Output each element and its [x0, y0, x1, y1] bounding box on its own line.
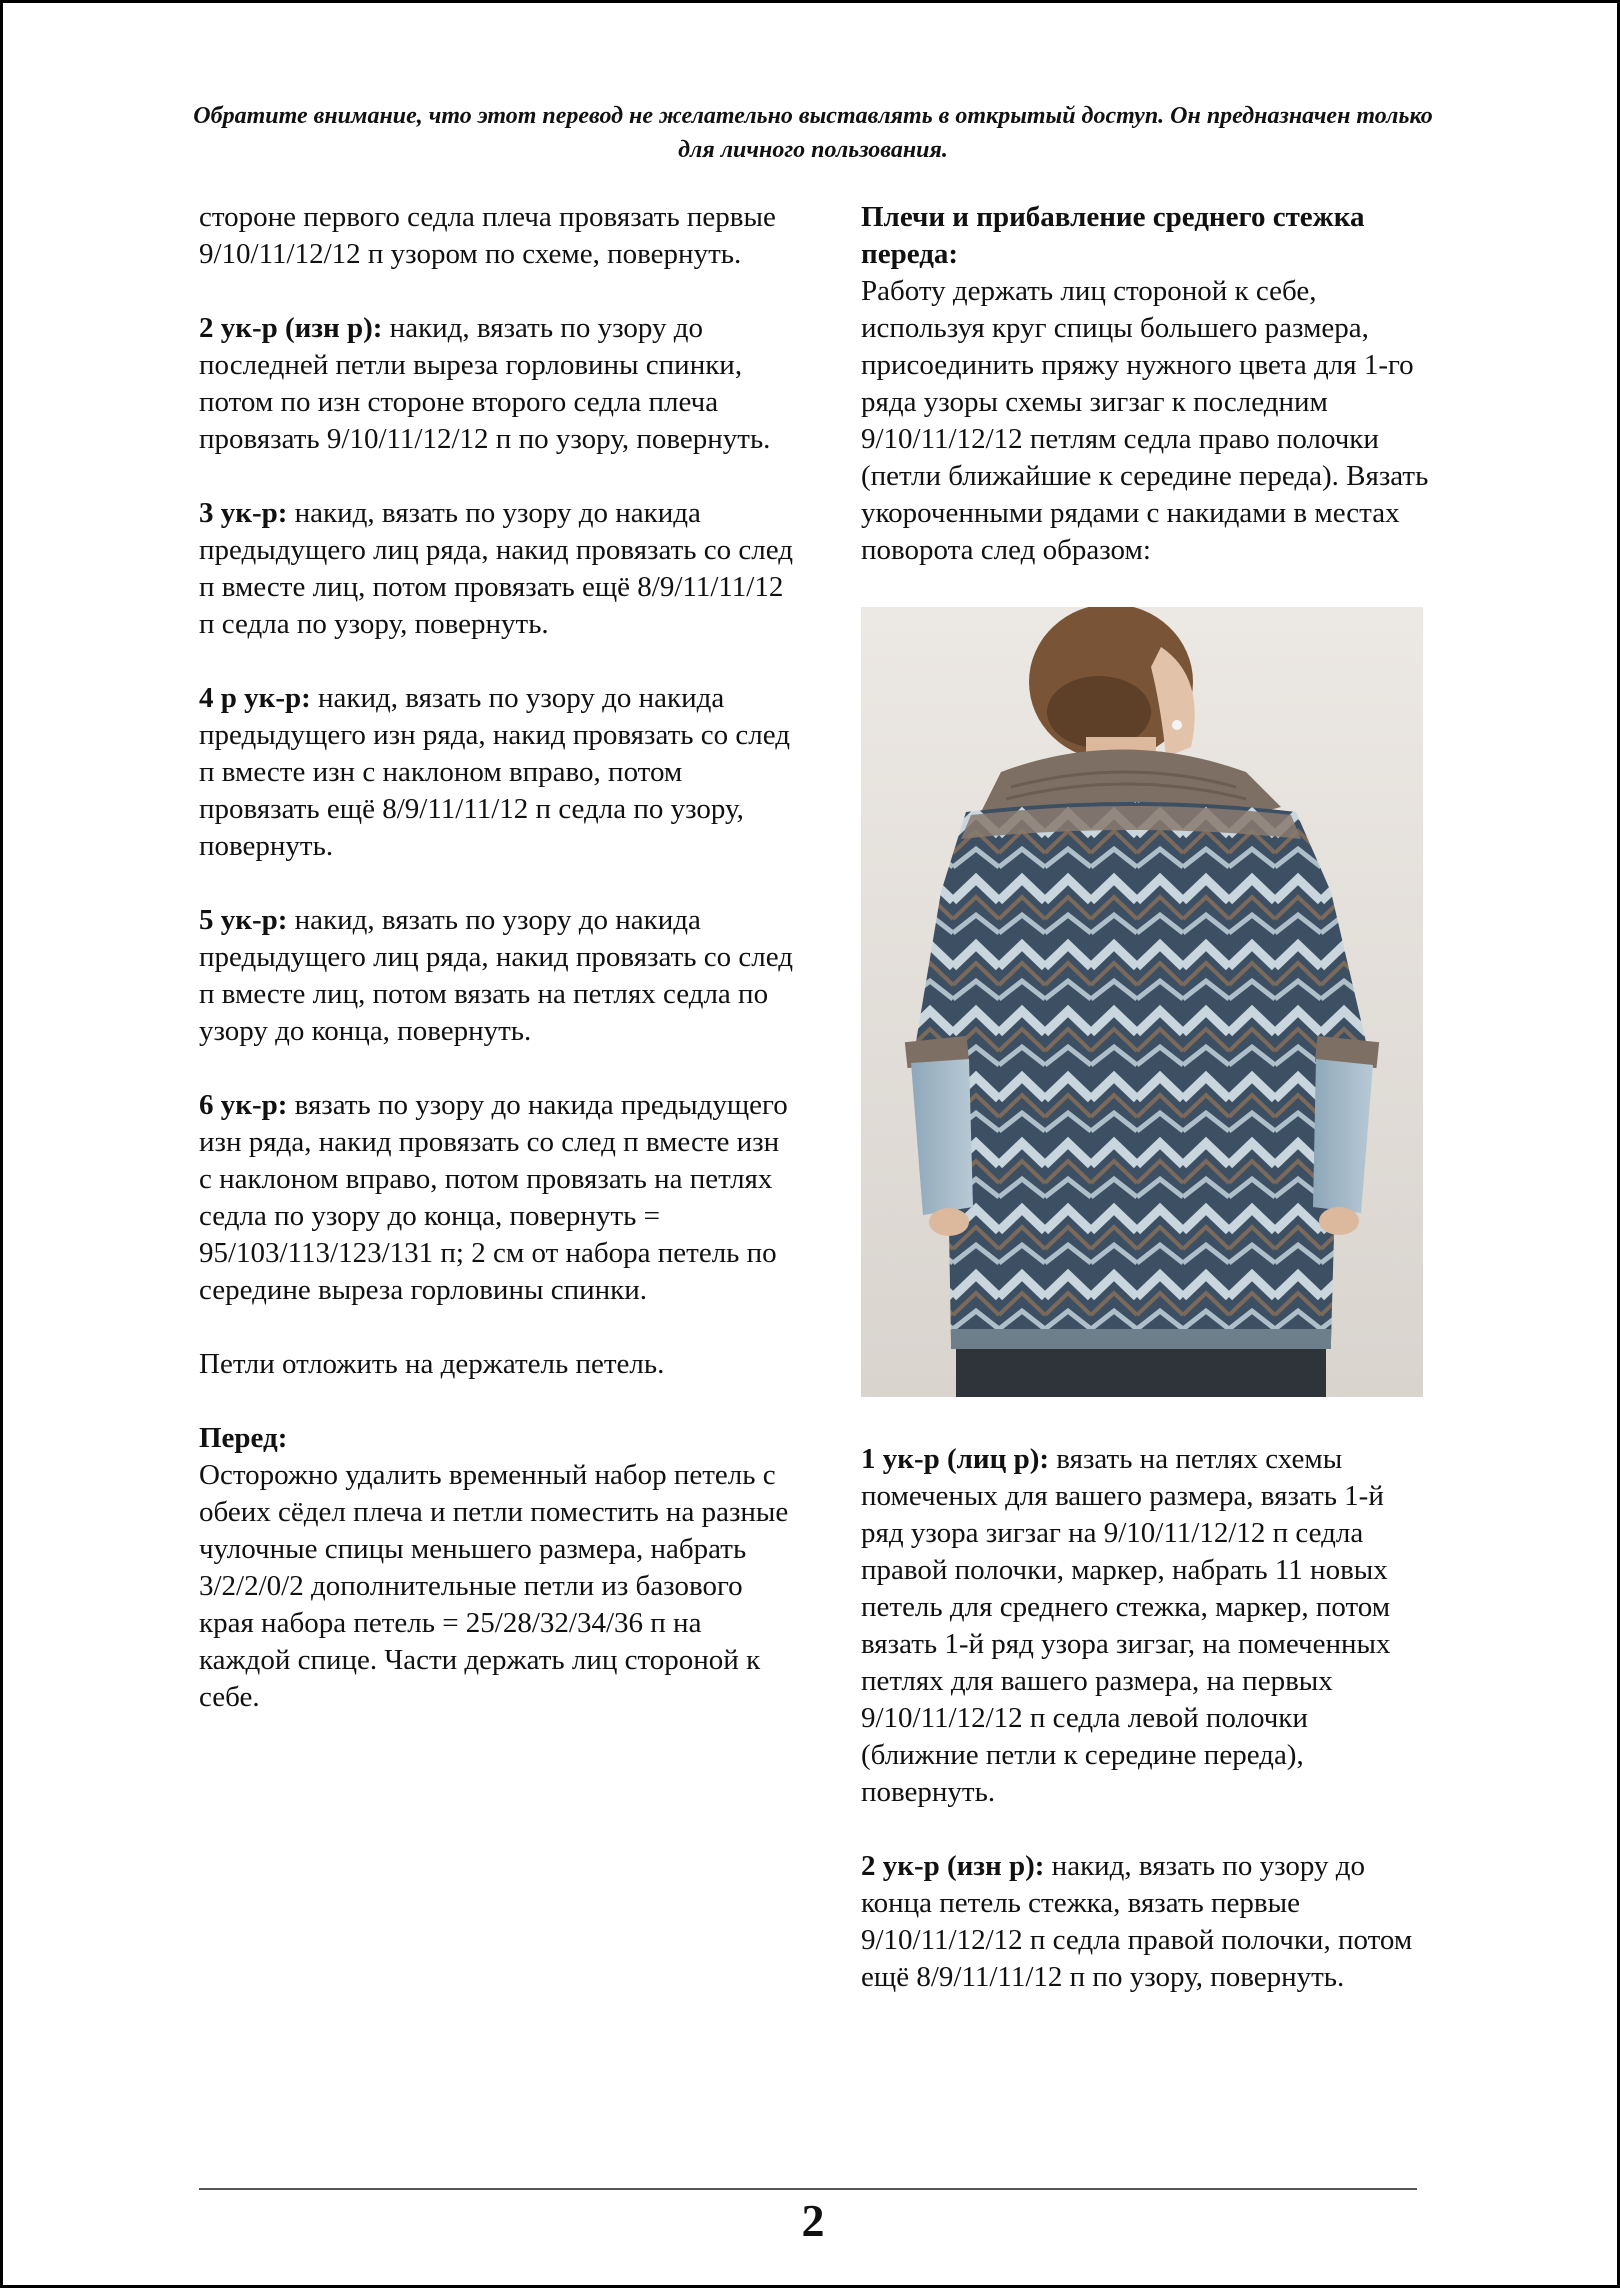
- sweater-photo: [861, 607, 1423, 1397]
- footer-divider: [199, 2188, 1417, 2190]
- hold-stitches-note: Петли отложить на держатель петель.: [199, 1348, 665, 1380]
- row-text: накид, вязать по узору до конца петель стежка, вязать первые 9/10/11/12/12 п седла правой полочки, потом ещё 8/9/11/11/12 п по узору, повернуть.: [861, 1850, 1413, 1993]
- left-column: [199, 199, 799, 1716]
- row-label: 3 ук-р:: [199, 497, 288, 529]
- front-heading: Перед:: [199, 1422, 288, 1454]
- row-instruction: [199, 495, 799, 643]
- row-text: вязать по узору до накида предыдущего изн ряда, накид провязать со след п вместе изн с наклоном вправо, потом провязать на петлях седла по узору до конца, повернуть = 95/103/113/123/131 п; 2 см от набора петель по середине выреза горловины спинки.: [199, 1089, 788, 1306]
- row-label: 4 р ук-р:: [199, 682, 311, 714]
- left-intro-paragraph: стороне первого седла плеча провязать первые 9/10/11/12/12 п узором по схеме, повернуть.: [199, 201, 776, 270]
- row-text: накид, вязать по узору до накида предыдущего лиц ряда, накид провязать со след п вместе лиц, потом провязать ещё 8/9/11/11/12 п седла по узору, повернуть.: [199, 497, 793, 640]
- row-text: накид, вязать по узору до накида предыдущего лиц ряда, накид провязать со след п вместе лиц, потом вязать на петлях седла по узору до конца, повернуть.: [199, 904, 793, 1047]
- shoulders-section: [861, 199, 1431, 569]
- row-label: 2 ук-р (изн р):: [199, 312, 383, 344]
- privacy-notice: Обратите внимание, что этот перевод не желательно выставлять в открытый доступ. Он предназначен только для личного пользования.: [193, 103, 1433, 163]
- row-label: 5 ук-р:: [199, 904, 288, 936]
- row-label: 1 ук-р (лиц р):: [861, 1443, 1050, 1475]
- row-instruction: [199, 680, 799, 865]
- row-instruction: [199, 1087, 799, 1309]
- row-text: накид, вязать по узору до последней петли выреза горловины спинки, потом по изн стороне второго седла плеча провязать 9/10/11/12/12 п по узору, повернуть.: [199, 312, 771, 455]
- page-number: 2: [801, 2195, 825, 2246]
- row-label: 2 ук-р (изн р):: [861, 1850, 1045, 1882]
- front-section: [199, 1420, 799, 1716]
- row-text: накид, вязать по узору до накида предыдущего изн ряда, накид провязать со след п вместе изн с наклоном вправо, потом провязать ещё 8/9/11/11/12 п седла по узору, повернуть.: [199, 682, 790, 862]
- shoulders-heading: Плечи и прибавление среднего стежка переда:: [861, 201, 1365, 270]
- row-text: вязать на петлях схемы помеченых для вашего размера, вязать 1-й ряд узора зигзаг на 9/10/11/12/12 п седла правой полочки, маркер, набрать 11 новых петель для среднего стежка, маркер, потом вязать 1-й ряд узора зигзаг, на помеченных петлях для вашего размера, на первых 9/10/11/12/12 п седла левой полочки (ближние петли к середине переда), повернуть.: [861, 1443, 1391, 1808]
- front-text: Осторожно удалить временный набор петель с обеих сёдел плеча и петли поместить на разные чулочные спицы меньшего размера, набрать 3/2/2/0/2 дополнительные петли из базового края набора петель = 25/28/32/34/36 п на каждой спице. Части держать лиц стороной к себе.: [199, 1459, 789, 1713]
- right-column: [861, 199, 1431, 1996]
- row-instruction: [861, 1848, 1431, 1996]
- sweater-illustration: [861, 607, 1423, 1397]
- row-instruction: [861, 1441, 1431, 1811]
- shoulders-intro: Работу держать лиц стороной к себе, используя круг спицы большего размера, присоединить пряжу нужного цвета для 1-го ряда узоры схемы зигзаг к последним 9/10/11/12/12 петлям седла право полочки (петли ближайшие к середине переда). Вязать укороченными рядами с накидами в местах поворота след образом:: [861, 275, 1429, 566]
- row-instruction: [199, 310, 799, 458]
- row-label: 6 ук-р:: [199, 1089, 288, 1121]
- row-instruction: [199, 902, 799, 1050]
